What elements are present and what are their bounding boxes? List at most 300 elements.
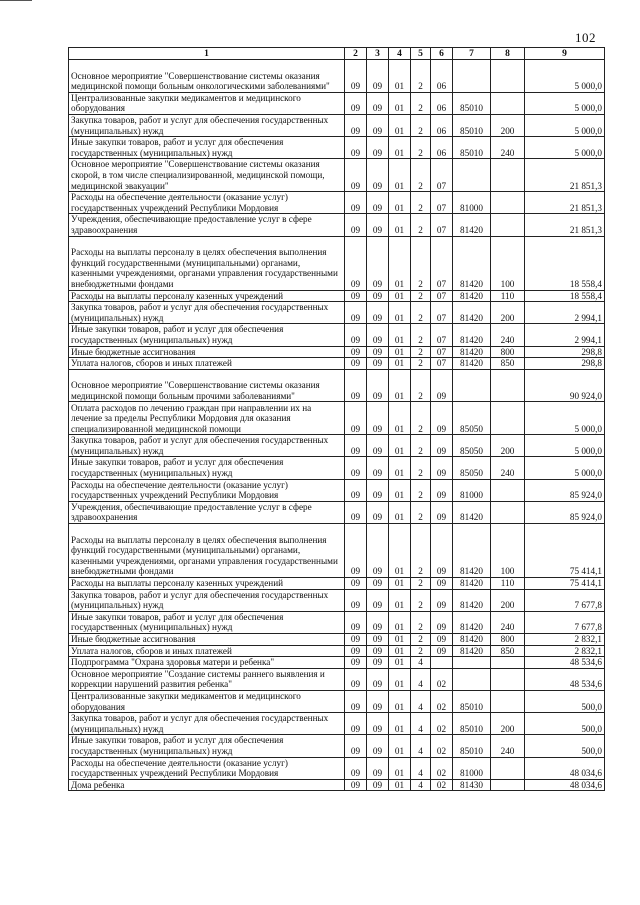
section-code-cell: 09 <box>345 114 367 136</box>
section-code-cell: 09 <box>345 192 367 214</box>
amount-cell: 7 677,8 <box>525 589 605 611</box>
program-code-cell: 01 <box>389 757 411 779</box>
expense-type-code-cell: 200 <box>491 713 525 735</box>
program-code-cell: 01 <box>389 92 411 114</box>
section-code-cell: 09 <box>345 668 367 690</box>
expense-type-code-cell: 240 <box>491 137 525 159</box>
activity-code-cell: 06 <box>431 114 453 136</box>
section-code-cell: 09 <box>345 479 367 501</box>
program-code-cell: 01 <box>389 290 411 302</box>
direction-code-cell: 81420 <box>453 589 491 611</box>
expense-type-code-cell: 800 <box>491 346 525 358</box>
subsection-code-cell: 09 <box>367 657 389 669</box>
amount-cell: 2 994,1 <box>525 302 605 324</box>
table-row <box>69 60 605 93</box>
direction-code-cell: 81420 <box>453 214 491 236</box>
subsection-code-cell: 09 <box>367 735 389 757</box>
section-code-cell: 09 <box>345 578 367 590</box>
subprogram-code-cell: 2 <box>411 324 431 346</box>
subprogram-code-cell: 4 <box>411 668 431 690</box>
activity-code-cell: 07 <box>431 236 453 290</box>
table-row <box>69 290 605 302</box>
activity-code-cell: 07 <box>431 159 453 192</box>
program-code-cell: 01 <box>389 735 411 757</box>
subprogram-code-cell: 2 <box>411 501 431 523</box>
subsection-code-cell: 09 <box>367 137 389 159</box>
amount-cell: 500,0 <box>525 690 605 712</box>
direction-code-cell: 85010 <box>453 735 491 757</box>
section-code-cell: 09 <box>345 369 367 402</box>
activity-code-cell: 09 <box>431 402 453 435</box>
table-row <box>69 435 605 457</box>
table-row <box>69 645 605 657</box>
subsection-code-cell: 09 <box>367 690 389 712</box>
program-code-cell: 01 <box>389 645 411 657</box>
program-code-cell: 01 <box>389 358 411 370</box>
budget-table <box>68 47 605 791</box>
subsection-code-cell: 09 <box>367 634 389 646</box>
table-header-row <box>69 48 605 60</box>
direction-code-cell: 81420 <box>453 611 491 633</box>
header-col-1: 1 <box>69 48 345 60</box>
activity-code-cell: 02 <box>431 668 453 690</box>
section-code-cell: 09 <box>345 137 367 159</box>
subprogram-code-cell: 2 <box>411 435 431 457</box>
activity-code-cell <box>431 657 453 669</box>
direction-code-cell: 85050 <box>453 457 491 479</box>
subsection-code-cell: 09 <box>367 214 389 236</box>
expense-name-cell: Расходы на выплаты персоналу казенных учреждений <box>69 290 345 302</box>
subprogram-code-cell: 4 <box>411 757 431 779</box>
expense-name-cell: Иные бюджетные ассигнования <box>69 346 345 358</box>
amount-cell: 2 994,1 <box>525 324 605 346</box>
amount-cell: 2 832,1 <box>525 645 605 657</box>
direction-code-cell: 81000 <box>453 757 491 779</box>
activity-code-cell: 06 <box>431 60 453 93</box>
program-code-cell: 01 <box>389 114 411 136</box>
expense-type-code-cell <box>491 192 525 214</box>
section-code-cell: 09 <box>345 358 367 370</box>
header-col-2: 2 <box>345 48 367 60</box>
activity-code-cell: 02 <box>431 779 453 791</box>
activity-code-cell: 09 <box>431 501 453 523</box>
expense-name-cell: Иные закупки товаров, работ и услуг для обеспечения государственных (муниципальных) нужд <box>69 324 345 346</box>
amount-cell: 75 414,1 <box>525 578 605 590</box>
amount-cell: 5 000,0 <box>525 60 605 93</box>
expense-name-cell: Централизованные закупки медикаментов и медицинского оборудования <box>69 92 345 114</box>
program-code-cell: 01 <box>389 60 411 93</box>
expense-type-code-cell: 850 <box>491 645 525 657</box>
expense-name-cell: Уплата налогов, сборов и иных платежей <box>69 645 345 657</box>
direction-code-cell: 81420 <box>453 634 491 646</box>
expense-type-code-cell <box>491 501 525 523</box>
amount-cell: 5 000,0 <box>525 435 605 457</box>
amount-cell: 48 534,6 <box>525 657 605 669</box>
subsection-code-cell: 09 <box>367 159 389 192</box>
amount-cell: 2 832,1 <box>525 634 605 646</box>
subprogram-code-cell: 2 <box>411 634 431 646</box>
activity-code-cell: 09 <box>431 634 453 646</box>
expense-name-cell: Централизованные закупки медикаментов и медицинского оборудования <box>69 690 345 712</box>
expense-type-code-cell: 200 <box>491 114 525 136</box>
subprogram-code-cell: 4 <box>411 735 431 757</box>
subprogram-code-cell: 2 <box>411 60 431 93</box>
table-row <box>69 192 605 214</box>
direction-code-cell: 81420 <box>453 645 491 657</box>
expense-name-cell: Закупка товаров, работ и услуг для обеспечения государственных (муниципальных) нужд <box>69 302 345 324</box>
activity-code-cell: 07 <box>431 346 453 358</box>
activity-code-cell: 09 <box>431 578 453 590</box>
subprogram-code-cell: 4 <box>411 690 431 712</box>
table-row <box>69 668 605 690</box>
direction-code-cell: 81000 <box>453 192 491 214</box>
expense-name-cell: Расходы на обеспечение деятельности (оказание услуг) государственных учреждений Республики Мордовия <box>69 479 345 501</box>
section-code-cell: 09 <box>345 214 367 236</box>
expense-name-cell: Иные закупки товаров, работ и услуг для обеспечения государственных (муниципальных) нужд <box>69 611 345 633</box>
subprogram-code-cell: 2 <box>411 611 431 633</box>
section-code-cell: 09 <box>345 302 367 324</box>
table-row <box>69 690 605 712</box>
expense-name-cell: Расходы на выплаты персоналу в целях обеспечения выполнения функций государственными (муниципальными) органами, казенными учреждениями, органами управления государственными внебюджетными фондами <box>69 236 345 290</box>
program-code-cell: 01 <box>389 137 411 159</box>
table-row <box>69 611 605 633</box>
amount-cell: 48 034,6 <box>525 779 605 791</box>
expense-type-code-cell <box>491 159 525 192</box>
table-row <box>69 214 605 236</box>
amount-cell: 5 000,0 <box>525 92 605 114</box>
section-code-cell: 09 <box>345 236 367 290</box>
program-code-cell: 01 <box>389 501 411 523</box>
expense-name-cell: Иные закупки товаров, работ и услуг для обеспечения государственных (муниципальных) нужд <box>69 137 345 159</box>
table-row <box>69 324 605 346</box>
direction-code-cell: 81430 <box>453 779 491 791</box>
subprogram-code-cell: 2 <box>411 92 431 114</box>
subsection-code-cell: 09 <box>367 114 389 136</box>
direction-code-cell <box>453 657 491 669</box>
table-row <box>69 402 605 435</box>
table-row <box>69 589 605 611</box>
header-col-4: 4 <box>389 48 411 60</box>
direction-code-cell <box>453 369 491 402</box>
expense-type-code-cell <box>491 214 525 236</box>
subsection-code-cell: 09 <box>367 346 389 358</box>
expense-type-code-cell <box>491 402 525 435</box>
subsection-code-cell: 09 <box>367 578 389 590</box>
direction-code-cell: 85010 <box>453 690 491 712</box>
direction-code-cell <box>453 60 491 93</box>
expense-name-cell: Основное мероприятие "Совершенствование системы оказания медицинской помощи больным прочими заболеваниями" <box>69 369 345 402</box>
amount-cell: 18 558,4 <box>525 290 605 302</box>
activity-code-cell: 09 <box>431 457 453 479</box>
direction-code-cell: 81420 <box>453 578 491 590</box>
activity-code-cell: 09 <box>431 369 453 402</box>
table-row <box>69 757 605 779</box>
amount-cell: 75 414,1 <box>525 524 605 578</box>
expense-type-code-cell: 100 <box>491 524 525 578</box>
subprogram-code-cell: 2 <box>411 214 431 236</box>
subprogram-code-cell: 4 <box>411 779 431 791</box>
subprogram-code-cell: 4 <box>411 713 431 735</box>
subprogram-code-cell: 2 <box>411 290 431 302</box>
expense-type-code-cell <box>491 668 525 690</box>
section-code-cell: 09 <box>345 611 367 633</box>
section-code-cell: 09 <box>345 435 367 457</box>
subsection-code-cell: 09 <box>367 236 389 290</box>
program-code-cell: 01 <box>389 159 411 192</box>
section-code-cell: 09 <box>345 346 367 358</box>
direction-code-cell: 81420 <box>453 236 491 290</box>
activity-code-cell: 07 <box>431 214 453 236</box>
subprogram-code-cell: 2 <box>411 457 431 479</box>
expense-name-cell: Иные закупки товаров, работ и услуг для обеспечения государственных (муниципальных) нужд <box>69 735 345 757</box>
expense-type-code-cell <box>491 779 525 791</box>
subsection-code-cell: 09 <box>367 757 389 779</box>
amount-cell: 18 558,4 <box>525 236 605 290</box>
program-code-cell: 01 <box>389 369 411 402</box>
expense-type-code-cell: 240 <box>491 324 525 346</box>
subsection-code-cell: 09 <box>367 611 389 633</box>
table-row <box>69 578 605 590</box>
subprogram-code-cell: 2 <box>411 159 431 192</box>
section-code-cell: 09 <box>345 501 367 523</box>
table-row <box>69 524 605 578</box>
expense-type-code-cell: 240 <box>491 735 525 757</box>
direction-code-cell: 85050 <box>453 402 491 435</box>
expense-type-code-cell <box>491 369 525 402</box>
expense-name-cell: Закупка товаров, работ и услуг для обеспечения государственных (муниципальных) нужд <box>69 589 345 611</box>
section-code-cell: 09 <box>345 92 367 114</box>
subsection-code-cell: 09 <box>367 479 389 501</box>
expense-type-code-cell <box>491 92 525 114</box>
table-row <box>69 114 605 136</box>
direction-code-cell: 81420 <box>453 501 491 523</box>
subprogram-code-cell: 2 <box>411 137 431 159</box>
subsection-code-cell: 09 <box>367 290 389 302</box>
table-row <box>69 634 605 646</box>
expense-type-code-cell: 100 <box>491 236 525 290</box>
table-row <box>69 159 605 192</box>
expense-name-cell: Расходы на выплаты персоналу казенных учреждений <box>69 578 345 590</box>
program-code-cell: 01 <box>389 435 411 457</box>
amount-cell: 298,8 <box>525 346 605 358</box>
subprogram-code-cell: 2 <box>411 402 431 435</box>
expense-name-cell: Учреждения, обеспечивающие предоставление услуг в сфере здравоохранения <box>69 501 345 523</box>
expense-type-code-cell <box>491 60 525 93</box>
program-code-cell: 01 <box>389 779 411 791</box>
activity-code-cell: 02 <box>431 735 453 757</box>
expense-type-code-cell: 200 <box>491 302 525 324</box>
subsection-code-cell: 09 <box>367 457 389 479</box>
subsection-code-cell: 09 <box>367 60 389 93</box>
amount-cell: 7 677,8 <box>525 611 605 633</box>
expense-name-cell: Иные закупки товаров, работ и услуг для обеспечения государственных (муниципальных) нужд <box>69 457 345 479</box>
table-row <box>69 657 605 669</box>
direction-code-cell: 81420 <box>453 290 491 302</box>
direction-code-cell: 85010 <box>453 713 491 735</box>
activity-code-cell: 07 <box>431 302 453 324</box>
program-code-cell: 01 <box>389 192 411 214</box>
activity-code-cell: 09 <box>431 479 453 501</box>
subsection-code-cell: 09 <box>367 501 389 523</box>
page-number: 102 <box>575 30 596 45</box>
table-row <box>69 236 605 290</box>
table-row <box>69 369 605 402</box>
program-code-cell: 01 <box>389 324 411 346</box>
program-code-cell: 01 <box>389 479 411 501</box>
amount-cell: 21 851,3 <box>525 192 605 214</box>
expense-type-code-cell: 110 <box>491 290 525 302</box>
amount-cell: 21 851,3 <box>525 214 605 236</box>
section-code-cell: 09 <box>345 159 367 192</box>
subprogram-code-cell: 2 <box>411 302 431 324</box>
subprogram-code-cell: 2 <box>411 578 431 590</box>
table-row <box>69 713 605 735</box>
section-code-cell: 09 <box>345 779 367 791</box>
section-code-cell: 09 <box>345 402 367 435</box>
program-code-cell: 01 <box>389 214 411 236</box>
expense-name-cell: Подпрограмма "Охрана здоровья матери и ребенка" <box>69 657 345 669</box>
subsection-code-cell: 09 <box>367 668 389 690</box>
subsection-code-cell: 09 <box>367 779 389 791</box>
subsection-code-cell: 09 <box>367 435 389 457</box>
program-code-cell: 01 <box>389 524 411 578</box>
amount-cell: 48 534,6 <box>525 668 605 690</box>
table-row <box>69 302 605 324</box>
expense-name-cell: Расходы на выплаты персоналу в целях обеспечения выполнения функций государственными (муниципальными) органами, казенными учреждениями, органами управления государственными внебюджетными фондами <box>69 524 345 578</box>
activity-code-cell: 09 <box>431 435 453 457</box>
expense-type-code-cell <box>491 657 525 669</box>
program-code-cell: 01 <box>389 402 411 435</box>
subprogram-code-cell: 2 <box>411 589 431 611</box>
direction-code-cell <box>453 668 491 690</box>
subsection-code-cell: 09 <box>367 369 389 402</box>
section-code-cell: 09 <box>345 757 367 779</box>
program-code-cell: 01 <box>389 668 411 690</box>
section-code-cell: 09 <box>345 634 367 646</box>
activity-code-cell: 09 <box>431 611 453 633</box>
section-code-cell: 09 <box>345 324 367 346</box>
activity-code-cell: 09 <box>431 645 453 657</box>
activity-code-cell: 02 <box>431 713 453 735</box>
subprogram-code-cell: 2 <box>411 346 431 358</box>
expense-name-cell: Основное мероприятие "Создание системы раннего выявления и коррекции нарушений развития ребенка" <box>69 668 345 690</box>
direction-code-cell: 85010 <box>453 114 491 136</box>
subprogram-code-cell: 2 <box>411 114 431 136</box>
subsection-code-cell: 09 <box>367 645 389 657</box>
expense-name-cell: Основное мероприятие "Совершенствование системы оказания скорой, в том числе специализированной, медицинской помощи, медицинской эвакуации" <box>69 159 345 192</box>
direction-code-cell: 85010 <box>453 137 491 159</box>
expense-name-cell: Расходы на обеспечение деятельности (оказание услуг) государственных учреждений Республики Мордовия <box>69 757 345 779</box>
subsection-code-cell: 09 <box>367 92 389 114</box>
expense-type-code-cell <box>491 757 525 779</box>
header-col-3: 3 <box>367 48 389 60</box>
program-code-cell: 01 <box>389 589 411 611</box>
table-row <box>69 457 605 479</box>
expense-name-cell: Оплата расходов по лечению граждан при направлении их на лечение за пределы Республики Мордовия для оказания специализированной медицинской помощи <box>69 402 345 435</box>
expense-type-code-cell: 200 <box>491 435 525 457</box>
expense-name-cell: Расходы на обеспечение деятельности (оказание услуг) государственных учреждений Республики Мордовия <box>69 192 345 214</box>
header-col-6: 6 <box>431 48 453 60</box>
direction-code-cell: 85050 <box>453 435 491 457</box>
program-code-cell: 01 <box>389 346 411 358</box>
program-code-cell: 01 <box>389 578 411 590</box>
expense-name-cell: Закупка товаров, работ и услуг для обеспечения государственных (муниципальных) нужд <box>69 435 345 457</box>
activity-code-cell: 02 <box>431 690 453 712</box>
amount-cell: 90 924,0 <box>525 369 605 402</box>
program-code-cell: 01 <box>389 634 411 646</box>
expense-type-code-cell: 850 <box>491 358 525 370</box>
direction-code-cell <box>453 159 491 192</box>
program-code-cell: 01 <box>389 690 411 712</box>
amount-cell: 500,0 <box>525 713 605 735</box>
table-row <box>69 346 605 358</box>
direction-code-cell: 81000 <box>453 479 491 501</box>
activity-code-cell: 09 <box>431 589 453 611</box>
activity-code-cell: 06 <box>431 92 453 114</box>
direction-code-cell: 81420 <box>453 324 491 346</box>
expense-type-code-cell: 240 <box>491 457 525 479</box>
amount-cell: 85 924,0 <box>525 479 605 501</box>
direction-code-cell: 81420 <box>453 302 491 324</box>
table-body <box>69 60 605 791</box>
activity-code-cell: 09 <box>431 524 453 578</box>
program-code-cell: 01 <box>389 302 411 324</box>
section-code-cell: 09 <box>345 713 367 735</box>
expense-name-cell: Иные бюджетные ассигнования <box>69 634 345 646</box>
expense-type-code-cell: 800 <box>491 634 525 646</box>
table-row <box>69 92 605 114</box>
direction-code-cell: 85010 <box>453 92 491 114</box>
direction-code-cell: 81420 <box>453 524 491 578</box>
header-col-7: 7 <box>453 48 491 60</box>
activity-code-cell: 07 <box>431 192 453 214</box>
subsection-code-cell: 09 <box>367 192 389 214</box>
activity-code-cell: 07 <box>431 290 453 302</box>
section-code-cell: 09 <box>345 290 367 302</box>
header-col-5: 5 <box>411 48 431 60</box>
program-code-cell: 01 <box>389 236 411 290</box>
header-col-9: 9 <box>525 48 605 60</box>
amount-cell: 21 851,3 <box>525 159 605 192</box>
subsection-code-cell: 09 <box>367 524 389 578</box>
subsection-code-cell: 09 <box>367 402 389 435</box>
subprogram-code-cell: 2 <box>411 358 431 370</box>
amount-cell: 500,0 <box>525 735 605 757</box>
amount-cell: 48 034,6 <box>525 757 605 779</box>
expense-name-cell: Закупка товаров, работ и услуг для обеспечения государственных (муниципальных) нужд <box>69 114 345 136</box>
activity-code-cell: 06 <box>431 137 453 159</box>
section-code-cell: 09 <box>345 735 367 757</box>
section-code-cell: 09 <box>345 690 367 712</box>
amount-cell: 5 000,0 <box>525 402 605 435</box>
section-code-cell: 09 <box>345 60 367 93</box>
amount-cell: 5 000,0 <box>525 137 605 159</box>
subprogram-code-cell: 4 <box>411 657 431 669</box>
subsection-code-cell: 09 <box>367 324 389 346</box>
table-row <box>69 479 605 501</box>
amount-cell: 85 924,0 <box>525 501 605 523</box>
subprogram-code-cell: 2 <box>411 645 431 657</box>
amount-cell: 5 000,0 <box>525 457 605 479</box>
program-code-cell: 01 <box>389 611 411 633</box>
subsection-code-cell: 09 <box>367 713 389 735</box>
expense-type-code-cell <box>491 479 525 501</box>
direction-code-cell: 81420 <box>453 346 491 358</box>
header-col-8: 8 <box>491 48 525 60</box>
expense-name-cell: Уплата налогов, сборов и иных платежей <box>69 358 345 370</box>
section-code-cell: 09 <box>345 589 367 611</box>
section-code-cell: 09 <box>345 524 367 578</box>
